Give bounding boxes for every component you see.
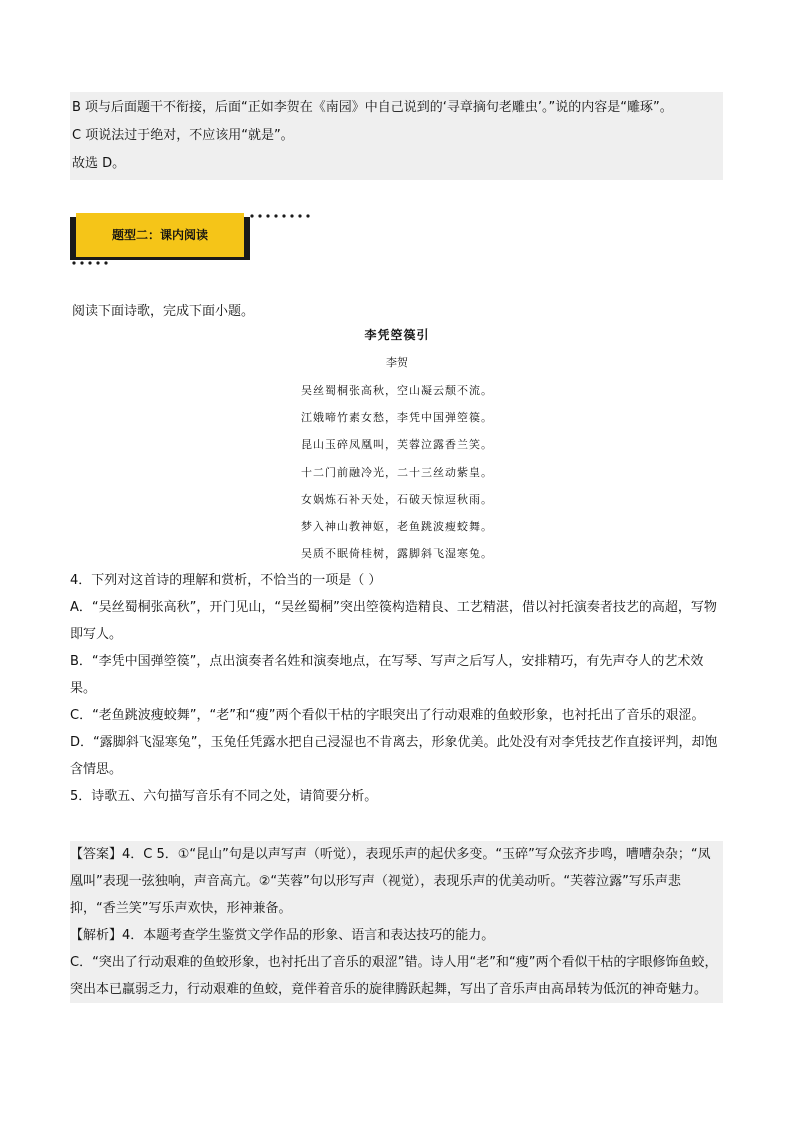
banner-label: 题型二：课内阅读: [111, 228, 208, 242]
explanation-line-c: C 项说法过于绝对，不应该用“就是”。: [72, 128, 294, 143]
explanation-line-b: B 项与后面题干不衔接，后面“正如李贺在《南园》中自己说到的‘寻章摘句老雕虫’。”说的内容是“雕琢”。: [72, 100, 673, 115]
banner-dots-decoration-bottom: [70, 260, 130, 266]
question-4-option-a: A．“吴丝蜀桐张高秋”，开门见山，“吴丝蜀桐”突出箜篌构造精良、工艺精湛，借以衬托演奏者技艺的高超，写物即写人。: [70, 600, 717, 642]
banner-dots-decoration: [248, 213, 318, 219]
previous-answer-box: [70, 92, 723, 180]
question-5-stem: 5．诗歌五、六句描写音乐有不同之处，请简要分析。: [70, 789, 378, 804]
question-4-stem: 4．下列对这首诗的理解和赏析，不恰当的一项是（ ）: [70, 573, 382, 588]
answer-text: 【答案】4．C 5．①“昆山”句是以声写声（听觉），表现乐声的起伏多变。“玉碎”写众弦齐步鸣，嘈嘈杂杂；“凤凰叫”表现一弦独响，声音高亢。②“芙蓉”句以形写声（视觉），表现乐声的优美动听。“芙蓉泣露”写乐声悲抑，“香兰笑”写乐声欢快，形神兼备。: [70, 847, 711, 916]
answer-box: [70, 841, 723, 1003]
question-4-option-b: B．“李凭中国弹箜篌”，点出演奏者名姓和演奏地点，在写琴、写声之后写人，安排精巧，有先声夺人的艺术效果。: [70, 654, 704, 696]
poem-line: 十二门前融冷光，二十三丝动紫皇。: [301, 465, 493, 479]
section-banner: [70, 213, 253, 263]
analysis-body: C．“突出了行动艰难的鱼蛟形象，也衬托出了音乐的艰涩”错。诗人用“老”和“瘦”两个看似干枯的字眼修饰鱼蛟，突出本已羸弱乏力，行动艰难的鱼蛟，竟伴着音乐的旋律腾跃起舞，写出了音乐声由高昂转为低沉的神奇魅力。: [70, 955, 718, 997]
question-4-option-d: D．“露脚斜飞湿寒兔”，玉兔任凭露水把自己浸湿也不肯离去，形象优美。此处没有对李凭技艺作直接评判，却饱含情思。: [70, 735, 718, 777]
poem-line: 吴质不眠倚桂树，露脚斜飞湿寒兔。: [301, 547, 493, 561]
poem-author: 李贺: [386, 356, 408, 369]
poem: [0, 322, 794, 567]
questions: [70, 567, 723, 810]
analysis-intro: 【解析】4．本题考查学生鉴赏文学作品的形象、语言和表达技巧的能力。: [70, 928, 495, 943]
poem-line: 女娲炼石补天处，石破天惊逗秋雨。: [301, 492, 493, 506]
explanation-conclusion: 故选 D。: [72, 156, 126, 171]
intro-text: 阅读下面诗歌，完成下面小题。: [72, 304, 255, 319]
poem-line: 梦入神山教神妪，老鱼跳波瘦蛟舞。: [301, 520, 493, 534]
poem-line: 昆山玉碎凤凰叫，芙蓉泣露香兰笑。: [301, 438, 493, 452]
poem-line: 吴丝蜀桐张高秋，空山凝云颓不流。: [301, 384, 493, 397]
question-4-option-c: C．“老鱼跳波瘦蛟舞”，“老”和“瘦”两个看似干枯的字眼突出了行动艰难的鱼蛟形象，也衬托出了音乐的艰涩。: [70, 708, 705, 723]
poem-line: 江娥啼竹素女愁，李凭中国弹箜篌。: [301, 411, 493, 425]
poem-title: 李凭箜篌引: [364, 328, 430, 342]
